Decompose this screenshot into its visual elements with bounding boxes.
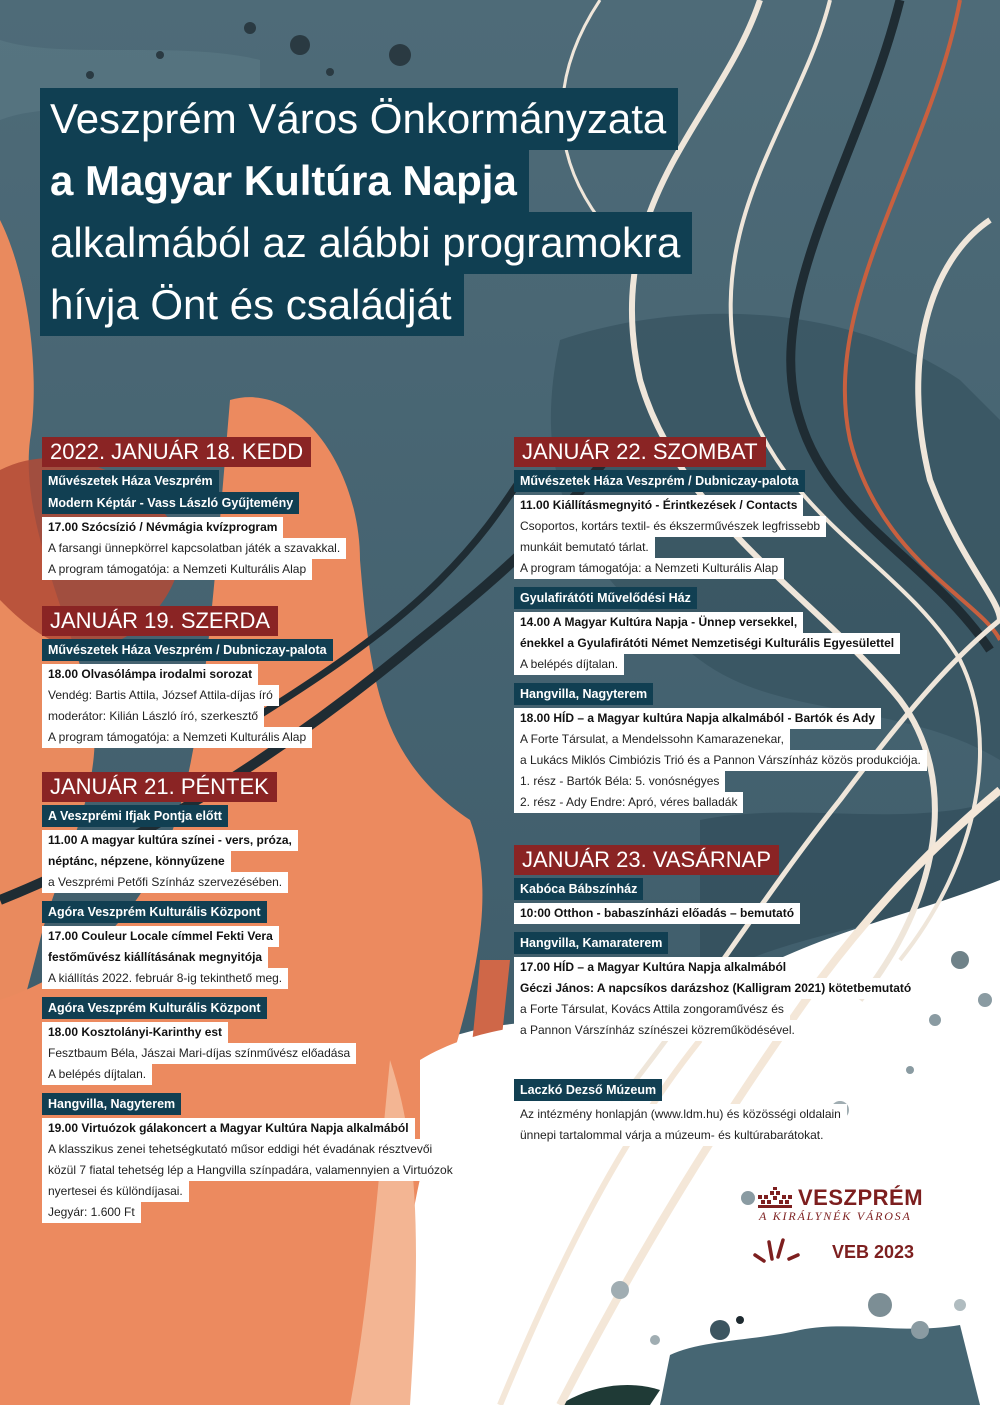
venue [42,639,459,661]
event-title: néptánc, népzene, könnyűzene [42,851,231,872]
title-line: hívja Önt és családját [40,274,464,336]
program-column-left [42,437,459,1231]
venue [514,470,927,492]
event-detail: A program támogatója: a Nemzeti Kulturális Alap [514,558,784,579]
event-detail: munkáit bemutató tárlat. [514,537,655,558]
event [42,470,459,580]
event-title: 17.00 Couleur Locale címmel Fekti Vera [42,926,279,947]
event [514,878,927,924]
venue [514,683,927,705]
date-header: JANUÁR 19. SZERDA [42,606,278,636]
event-detail: A belépés díjtalan. [42,1064,152,1085]
event-detail: a Forte Társulat, Kovács Attila zongoraművész és [514,999,790,1020]
venue [514,878,927,900]
veb-logo [752,1237,914,1267]
event [514,470,927,579]
date-header: 2022. JANUÁR 18. KEDD [42,437,311,467]
event-detail: A Forte Társulat, a Mendelssohn Kamarazenekar, [514,729,790,750]
venue-name: Művészetek Háza Veszprém [42,470,219,492]
venue [42,470,459,514]
event-detail: Az intézmény honlapján (www.ldm.hu) és közösségi oldalain [514,1104,847,1125]
venue-name: Modern Képtár - Vass László Gyűjtemény [42,492,299,514]
event [514,1079,927,1146]
venue [42,805,459,827]
event-detail: Jegyár: 1.600 Ft [42,1202,141,1223]
veb-label: VEB 2023 [832,1241,915,1262]
event-detail: A program támogatója: a Nemzeti Kulturális Alap [42,559,312,580]
venue-name: Hangvilla, Kamaraterem [514,932,668,954]
event [42,997,459,1085]
event [42,639,459,748]
program-column-right [514,437,927,1154]
event-detail: Csoportos, kortárs textil- és ékszerművészek legfrissebb [514,516,826,537]
venue-name: Gyulafirátóti Művelődési Ház [514,587,697,609]
event-title: Géczi János: A napcsíkos darázshoz (Kalligram 2021) kötetbemutató [514,978,917,999]
day-section [514,845,927,1041]
event-detail: 2. rész - Ady Endre: Apró, véres balladák [514,792,743,813]
event-title: 18.00 Olvasólámpa irodalmi sorozat [42,664,258,685]
event-title: 10:00 Otthon - babaszínházi előadás – bemutató [514,903,800,924]
venue-name: Agóra Veszprém Kulturális Központ [42,997,267,1019]
title-line: alkalmából az alábbi programokra [40,212,692,274]
veszprem-logo [758,1185,928,1224]
venue [42,901,459,923]
event-title: 18.00 Kosztolányi-Karinthy est [42,1022,228,1043]
poster-title [40,88,692,336]
event-detail: ünnepi tartalommal várja a múzeum- és kultúrabarátokat. [514,1125,829,1146]
event-title: énekkel a Gyulafirátóti Német Nemzetiségi Kulturális Egyesülettel [514,633,900,654]
event [42,901,459,989]
venue [42,1093,459,1115]
logo-name: VESZPRÉM [798,1185,924,1210]
day-section [42,437,459,580]
venue-name: Művészetek Háza Veszprém / Dubniczay-palota [42,639,333,661]
event-detail: A belépés díjtalan. [514,654,624,675]
venue [514,1079,927,1101]
venue [514,587,927,609]
event-detail: közül 7 fiatal tehetség lép a Hangvilla színpadára, valamennyien a Virtuózok [42,1160,459,1181]
event-detail: Fesztbaum Béla, Jászai Mari-díjas színművész előadása [42,1043,356,1064]
venue-name: Kabóca Bábszínház [514,878,643,900]
venue [514,932,927,954]
event [514,587,927,675]
venue-name: Agóra Veszprém Kulturális Központ [42,901,267,923]
title-line-highlight: a Magyar Kultúra Napja [40,150,529,212]
event [42,805,459,893]
event-title: 19.00 Virtuózok gálakoncert a Magyar Kultúra Napja alkalmából [42,1118,415,1139]
logo-subtitle: A KIRÁLYNÉK VÁROSA [759,1209,912,1223]
event-detail: A kiállítás 2022. február 8-ig tekinthető meg. [42,968,288,989]
event-title: 18.00 HÍD – a Magyar kultúra Napja alkalmából - Bartók és Ady [514,708,881,729]
day-section [514,437,927,813]
event [514,932,927,1041]
date-header: JANUÁR 22. SZOMBAT [514,437,766,467]
event-title: 11.00 A magyar kultúra színei - vers, próza, [42,830,298,851]
event-detail: a Lukács Miklós Cimbiózis Trió és a Pannon Várszínház közös produkciója. [514,750,927,771]
event [514,683,927,813]
venue-name: A Veszprémi Ifjak Pontja előtt [42,805,228,827]
day-section [42,772,459,1223]
date-header: JANUÁR 21. PÉNTEK [42,772,277,802]
day-section [514,1079,927,1146]
crown-icon [758,1187,792,1209]
event-detail: A klasszikus zenei tehetségkutató műsor eddigi hét évadának résztvevői [42,1139,438,1160]
event-detail: A program támogatója: a Nemzeti Kulturális Alap [42,727,312,748]
event [42,1093,459,1223]
day-section [42,606,459,748]
venue-name: Laczkó Dezső Múzeum [514,1079,662,1101]
rays-icon [752,1237,802,1267]
venue [42,997,459,1019]
event-title: 11.00 Kiállításmegnyitó - Érintkezések / Contacts [514,495,803,516]
event-detail: moderátor: Kilián László író, szerkesztő [42,706,264,727]
event-detail: a Pannon Várszínház színészei közreműködésével. [514,1020,801,1041]
venue-name: Hangvilla, Nagyterem [42,1093,181,1115]
event-detail: nyertesei és különdíjasai. [42,1181,189,1202]
date-header: JANUÁR 23. VASÁRNAP [514,845,779,875]
venue-name: Művészetek Háza Veszprém / Dubniczay-palota [514,470,805,492]
event-title: 14.00 A Magyar Kultúra Napja - Ünnep versekkel, [514,612,803,633]
title-line: Veszprém Város Önkormányzata [40,88,678,150]
event-detail: 1. rész - Bartók Béla: 5. vonósnégyes [514,771,725,792]
event-title: 17.00 Szócsízió / Névmágia kvízprogram [42,517,283,538]
event-title: festőművész kiállításának megnyitója [42,947,268,968]
event-detail: Vendég: Bartis Attila, József Attila-díjas író [42,685,279,706]
venue-name: Hangvilla, Nagyterem [514,683,653,705]
event-detail: A farsangi ünnepkörrel kapcsolatban játék a szavakkal. [42,538,346,559]
event-detail: a Veszprémi Petőfi Színház szervezésében. [42,872,288,893]
event-title: 17.00 HÍD – a Magyar Kultúra Napja alkalmából [514,957,792,978]
